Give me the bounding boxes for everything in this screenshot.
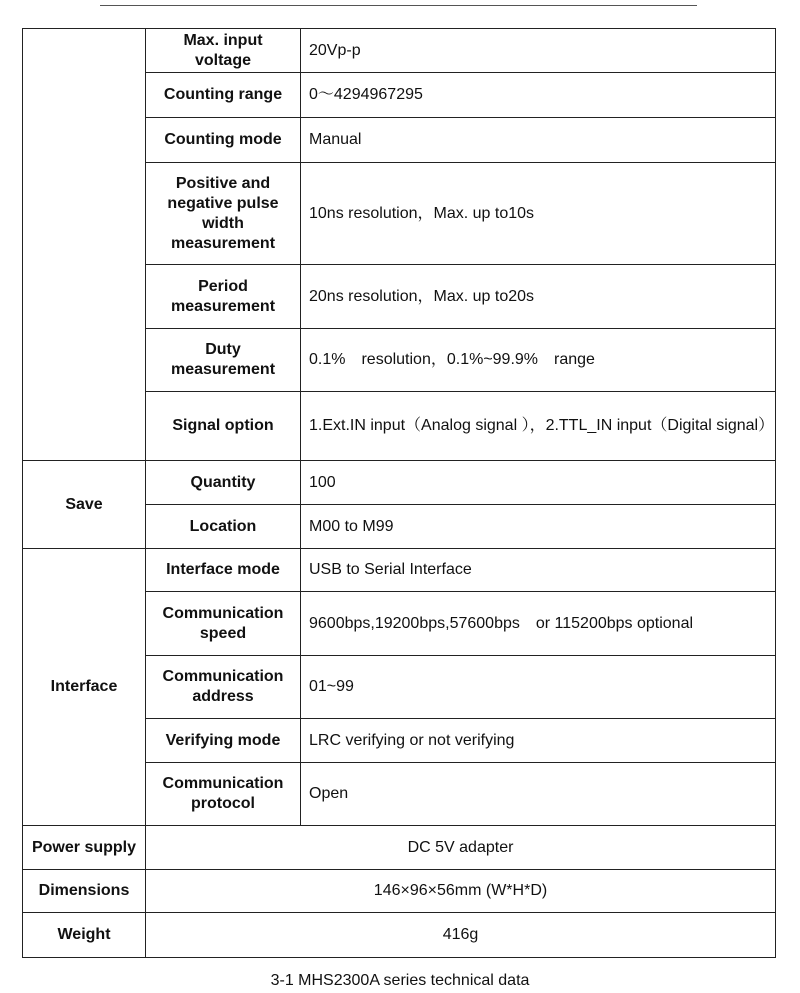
row-label: Counting range [146,73,301,118]
table-row [23,870,776,913]
row-label: Signal option [146,392,301,461]
row-label: Communication speed [146,592,301,656]
row-value: Open [301,763,776,826]
row-label: Verifying mode [146,719,301,763]
row-value: Manual [301,118,776,163]
power-supply-value: DC 5V adapter [146,826,776,870]
row-value: M00 to M99 [301,505,776,549]
row-value: 9600bps,19200bps,57600bps or 115200bps optional [301,592,776,656]
row-label: Location [146,505,301,549]
technical-data-table [22,28,776,958]
row-label: Period measurement [146,265,301,329]
weight-value: 416g [146,913,776,958]
row-value: LRC verifying or not verifying [301,719,776,763]
row-label: Positive and negative pulse width measurement [146,163,301,265]
power-supply-label: Power supply [23,826,146,870]
top-rule [100,5,697,6]
weight-label: Weight [23,913,146,958]
row-value: 100 [301,461,776,505]
row-value: 01~99 [301,656,776,719]
row-label: Interface mode [146,549,301,592]
interface-group-label: Interface [23,549,146,826]
table-row [23,913,776,958]
counter-group-cell [23,29,146,461]
row-label: Communication address [146,656,301,719]
table-row [23,549,776,592]
row-value: 20ns resolution，Max. up to20s [301,265,776,329]
row-value: 20Vp-p [301,29,776,73]
table-row [23,826,776,870]
row-label: Duty measurement [146,329,301,392]
row-label: Quantity [146,461,301,505]
table-caption: 3-1 MHS2300A series technical data [270,972,530,989]
row-label: Max. input voltage [146,29,301,73]
table-row [23,461,776,505]
row-value: 10ns resolution，Max. up to10s [301,163,776,265]
save-group-label: Save [23,461,146,549]
dimensions-label: Dimensions [23,870,146,913]
row-value: USB to Serial Interface [301,549,776,592]
row-value: 0.1% resolution，0.1%~99.9% range [301,329,776,392]
table-row [23,29,776,73]
row-label: Counting mode [146,118,301,163]
row-value: 1.Ext.IN input（Analog signal ），2.TTL_IN input（Digital signal） [301,392,776,461]
dimensions-value: 146×96×56mm (W*H*D) [146,870,776,913]
row-value: 0～4294967295 [301,73,776,118]
row-label: Communication protocol [146,763,301,826]
